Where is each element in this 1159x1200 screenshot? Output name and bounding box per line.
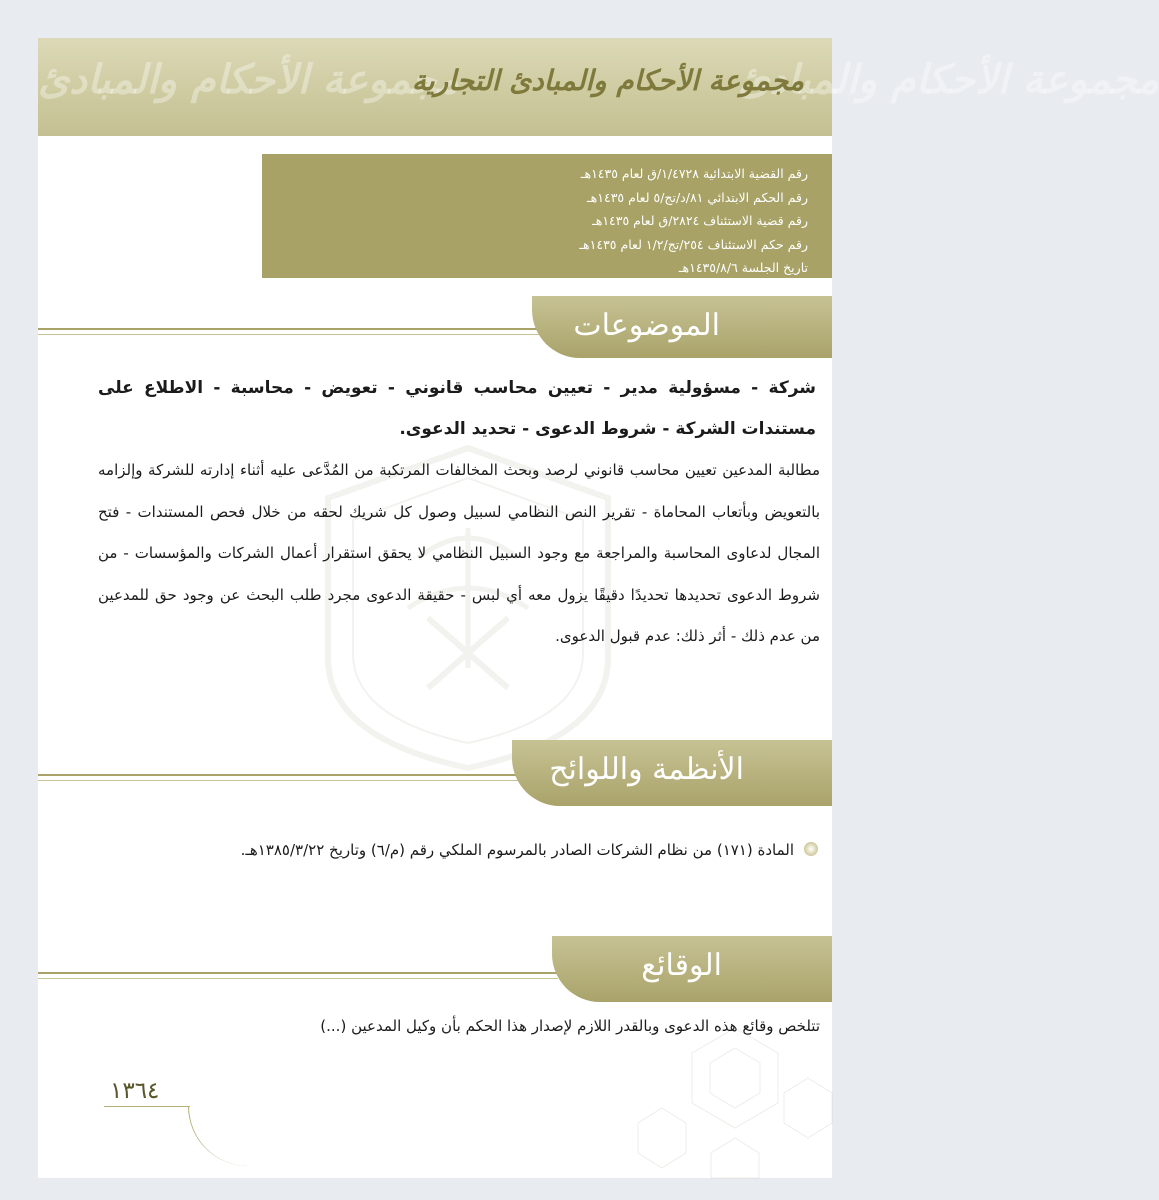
case-info-line: رقم قضية الاستئناف ٢٨٢٤/ق لعام ١٤٣٥هـ — [592, 213, 808, 228]
regulation-item: المادة (١٧١) من نظام الشركات الصادر بالمرسوم الملكي رقم (م/٦) وتاريخ ١٣٨٥/٣/٢٢هـ. — [240, 841, 794, 859]
section-rule — [38, 972, 578, 974]
header-ghost-text: مجموعة الأحكام والمبادئ — [38, 56, 460, 103]
case-info-line: تاريخ الجلسة ١٤٣٥/٨/٦هـ — [678, 260, 808, 275]
section-rule — [38, 774, 558, 776]
section-banner-subjects — [532, 296, 832, 358]
section-rule — [38, 328, 578, 330]
decorative-pattern-icon — [638, 1018, 832, 1178]
section-rule — [38, 978, 558, 979]
case-info-box — [262, 154, 832, 278]
facts-text: تتلخص وقائع هذه الدعوى وبالقدر اللازم لإصدار هذا الحكم بأن وكيل المدعين (...) — [320, 1017, 820, 1035]
page-number: ١٣٦٤ — [110, 1078, 160, 1104]
book-title: مجموعة الأحكام والمبادئ التجارية — [411, 64, 804, 97]
section-title: الأنظمة واللوائح — [549, 752, 744, 787]
section-rule — [38, 334, 558, 335]
section-banner-facts — [552, 936, 832, 1002]
header-ghost-text: مجموعة الأحكام والمبادئ — [738, 56, 1159, 103]
section-rule — [38, 780, 538, 781]
page-corner-arc — [188, 1106, 248, 1166]
regulations-list — [108, 828, 818, 872]
document-page — [38, 38, 1159, 1178]
page-number-rule — [104, 1106, 190, 1107]
section-title: الموضوعات — [573, 308, 720, 343]
section-title: الوقائع — [641, 948, 722, 983]
subjects-keywords: شركة - مسؤولية مدير - تعيين محاسب قانوني - تعويض - محاسبة - الاطلاع على مستندات الشركة - شروط الدعوى - تحديد الدعوى. — [98, 378, 816, 439]
header-band — [38, 38, 1159, 136]
case-summary: مطالبة المدعين تعيين محاسب قانوني لرصد وبحث المخالفات المرتكبة من المُدَّعى عليه أثناء إدارته للشركة وإلزامه بالتعويض وبأتعاب المحاماة - تقرير النص النظامي لسبيل وصول كل شريك لحقه من خلال فحص المستندات - فتح المجال لدعاوى المحاسبة والمراجعة مع وجود السبيل النظامي لا يحقق استقرار أعمال الشركات والمؤسسات - من شروط الدعوى تحديدها تحديدًا دقيقًا يزول معه أي لبس - حقيقة الدعوى مجرد طلب البحث عن وجود حق للمدعين من عدم ذلك - أثر ذلك: عدم قبول الدعوى. — [98, 461, 820, 645]
case-info-line: رقم القضية الابتدائية ١/٤٧٢٨/ق لعام ١٤٣٥هـ — [580, 166, 808, 181]
section-banner-regulations — [512, 740, 832, 806]
case-info-line: رقم حكم الاستئناف ٢٥٤/تج/١/٢ لعام ١٤٣٥هـ — [579, 236, 808, 252]
case-info-line: رقم الحكم الابتدائي ٨١/د/تج/٥ لعام ١٤٣٥هـ — [587, 189, 808, 205]
bullet-icon — [804, 842, 818, 856]
